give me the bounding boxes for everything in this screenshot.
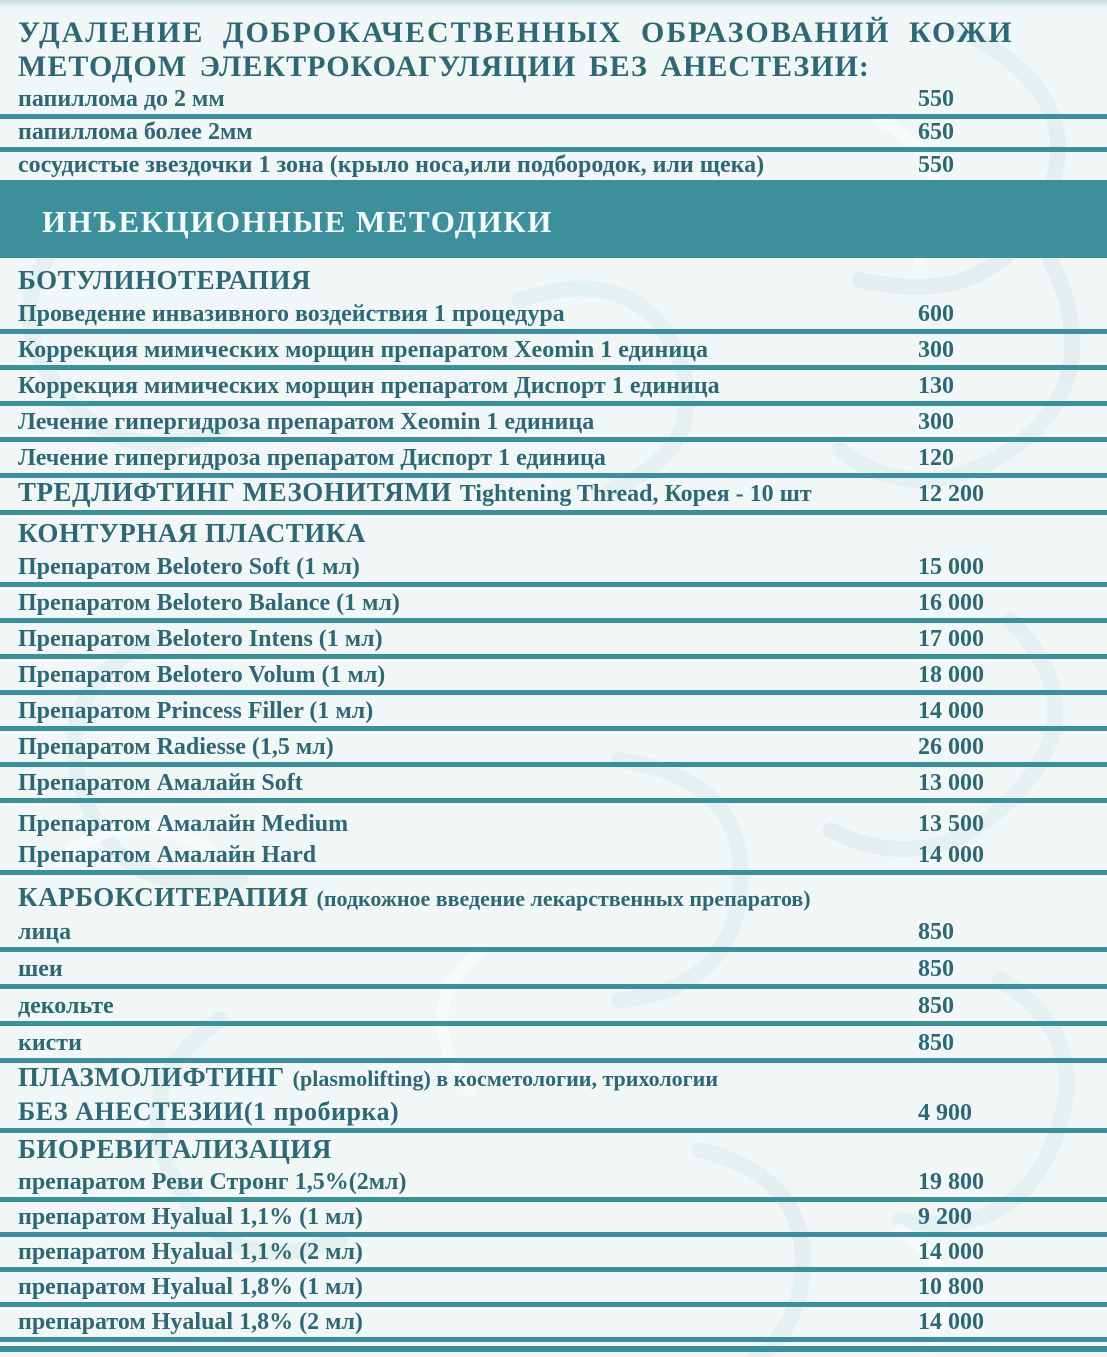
section-title-note: Tightening Thread, Корея - 10 шт: [459, 481, 812, 507]
section-title-row: [0, 875, 1107, 915]
category-banner: [0, 185, 1107, 258]
section-title-row: [0, 1133, 1107, 1167]
service-label: препаратом Реви Стронг 1,5%(2мл): [18, 1169, 407, 1195]
service-label: препаратом Hyalual 1,1% (1 мл): [18, 1204, 363, 1230]
section-title-row: [0, 515, 1107, 551]
service-price: 850: [918, 1030, 954, 1056]
service-label: Препаратом Амалайн Hard: [18, 842, 317, 868]
service-label: препаратом Hyalual 1,8% (2 мл): [18, 1309, 363, 1335]
section-title: БОТУЛИНОТЕРАПИЯ: [18, 265, 311, 295]
section-biorev: [0, 1133, 1107, 1342]
price-row: [0, 952, 1107, 989]
price-row: [0, 119, 1107, 152]
section-title: КОНТУРНАЯ ПЛАСТИКА: [18, 518, 366, 548]
service-label: папиллома до 2 мм: [18, 86, 225, 112]
category-banner-label: ИНЪЕКЦИОННЫЕ МЕТОДИКИ: [42, 204, 553, 239]
service-price: 850: [918, 993, 954, 1019]
price-row: [0, 1026, 1107, 1063]
service-label: лица: [18, 919, 72, 945]
service-label: препаратом Hyalual 1,1% (2 мл): [18, 1239, 363, 1265]
price-row: [0, 1202, 1107, 1237]
service-label: Коррекция мимических морщин препаратом Диспорт 1 единица: [18, 373, 720, 399]
service-price: 14 000: [918, 698, 984, 724]
service-label: кисти: [18, 1030, 82, 1056]
section-title: БИОРЕВИТАЛИЗАЦИЯ: [18, 1134, 332, 1164]
price-row: [0, 1095, 1107, 1133]
section-tredlifting: [0, 478, 1107, 515]
section-title: ТРЕДЛИФТИНГ МЕЗОНИТЯМИ: [18, 477, 452, 507]
page-title-line1: УДАЛЕНИЕ ДОБРОКАЧЕСТВЕННЫХ ОБРАЗОВАНИЙ КОЖИ: [18, 16, 1014, 49]
price-row: [0, 334, 1107, 370]
price-row: [0, 695, 1107, 731]
section-title-cell: [18, 1064, 918, 1091]
page-title: [0, 8, 1107, 86]
service-label: декольте: [18, 993, 114, 1019]
price-row: [0, 839, 1107, 875]
page-title-line2: МЕТОДОМ ЭЛЕКТРОКОАГУЛЯЦИИ БЕЗ АНЕСТЕЗИИ:: [18, 50, 870, 83]
section-title-row: [0, 1063, 1107, 1095]
service-label: Лечение гипергидроза препаратом Xeomin 1 единица: [18, 409, 595, 435]
service-label: Препаратом Princess Filler (1 мл): [18, 698, 374, 724]
service-label: Препаратом Belotero Intens (1 мл): [18, 626, 383, 652]
service-price: 18 000: [918, 662, 984, 688]
section-title-cell: [18, 520, 918, 547]
service-price: 300: [918, 409, 954, 435]
service-price: 14 000: [918, 1239, 984, 1265]
service-price: 12 200: [918, 481, 984, 507]
service-label: Препаратом Belotero Soft (1 мл): [18, 554, 360, 580]
service-price: 16 000: [918, 590, 984, 616]
section-title: ПЛАЗМОЛИФТИНГ: [18, 1062, 285, 1092]
service-price: 10 800: [918, 1274, 984, 1300]
service-price: 600: [918, 301, 954, 327]
top-strip: [0, 0, 1107, 8]
bottom-divider: [0, 1346, 1107, 1352]
price-row: [0, 1237, 1107, 1272]
service-price: 130: [918, 373, 954, 399]
price-row: [0, 152, 1107, 185]
section-carboxy: [0, 875, 1107, 1063]
service-label: Проведение инвазивного воздействия 1 процедура: [18, 301, 565, 327]
service-label: Препаратом Belotero Balance (1 мл): [18, 590, 400, 616]
price-row: [0, 731, 1107, 767]
service-price: 13 000: [918, 770, 984, 796]
price-row: [0, 370, 1107, 406]
section-title: КАРБОКСИТЕРАПИЯ: [18, 882, 309, 912]
price-row: [0, 915, 1107, 952]
price-row: [0, 86, 1107, 119]
service-label: Препаратом Radiesse (1,5 мл): [18, 734, 334, 760]
service-price: 4 900: [918, 1100, 972, 1126]
section-title-row: [0, 478, 1107, 515]
price-row: [0, 623, 1107, 659]
service-price: 15 000: [918, 554, 984, 580]
section-title-row: [0, 258, 1107, 298]
service-price: 850: [918, 956, 954, 982]
price-row: [0, 1307, 1107, 1342]
section-title-note: (подкожное введение лекарственных препаратов): [316, 886, 811, 911]
service-label: Препаратом Амалайн Soft: [18, 770, 303, 796]
price-row: [0, 659, 1107, 695]
price-row: [0, 803, 1107, 839]
section-title-cell: [18, 267, 918, 294]
section-title-cell: [18, 1136, 918, 1163]
service-label: БЕЗ АНЕСТЕЗИИ(1 пробирка): [18, 1097, 400, 1126]
service-price: 300: [918, 337, 954, 363]
price-row: [0, 587, 1107, 623]
price-row: [0, 551, 1107, 587]
price-row: [0, 442, 1107, 478]
service-price: 650: [918, 119, 954, 145]
section-title-cell: [18, 479, 918, 506]
section-contour: [0, 515, 1107, 875]
service-price: 19 800: [918, 1169, 984, 1195]
price-row: [0, 298, 1107, 334]
section-title-cell: [18, 884, 918, 911]
service-label: папиллома более 2мм: [18, 119, 253, 145]
service-price: 26 000: [918, 734, 984, 760]
service-label: Препаратом Belotero Volum (1 мл): [18, 662, 386, 688]
section-title-note: (plasmolifting) в косметологии, трихологии: [292, 1066, 719, 1091]
section-electrocoagulation: [0, 86, 1107, 185]
service-price: 13 500: [918, 811, 984, 837]
service-price: 550: [918, 152, 954, 178]
section-botulino: [0, 258, 1107, 478]
service-label: сосудистые звездочки 1 зона (крыло носа,или подбородок, или щека): [18, 152, 765, 178]
section-plasmolifting: [0, 1063, 1107, 1133]
price-row: [0, 1167, 1107, 1202]
service-price: 14 000: [918, 1309, 984, 1335]
service-price: 17 000: [918, 626, 984, 652]
service-price: 14 000: [918, 842, 984, 868]
price-row: [0, 1272, 1107, 1307]
service-label: Лечение гипергидроза препаратом Диспорт 1 единица: [18, 445, 606, 471]
service-label: препаратом Hyalual 1,8% (1 мл): [18, 1274, 363, 1300]
price-row: [0, 989, 1107, 1026]
price-row: [0, 406, 1107, 442]
service-label: шеи: [18, 956, 63, 982]
sections-container: [0, 258, 1107, 1342]
service-price: 120: [918, 445, 954, 471]
service-price: 9 200: [918, 1204, 972, 1230]
service-price: 550: [918, 86, 954, 112]
service-label: Коррекция мимических морщин препаратом Xeomin 1 единица: [18, 337, 708, 363]
price-row: [0, 767, 1107, 803]
service-price: 850: [918, 919, 954, 945]
service-label: Препаратом Амалайн Medium: [18, 811, 349, 837]
